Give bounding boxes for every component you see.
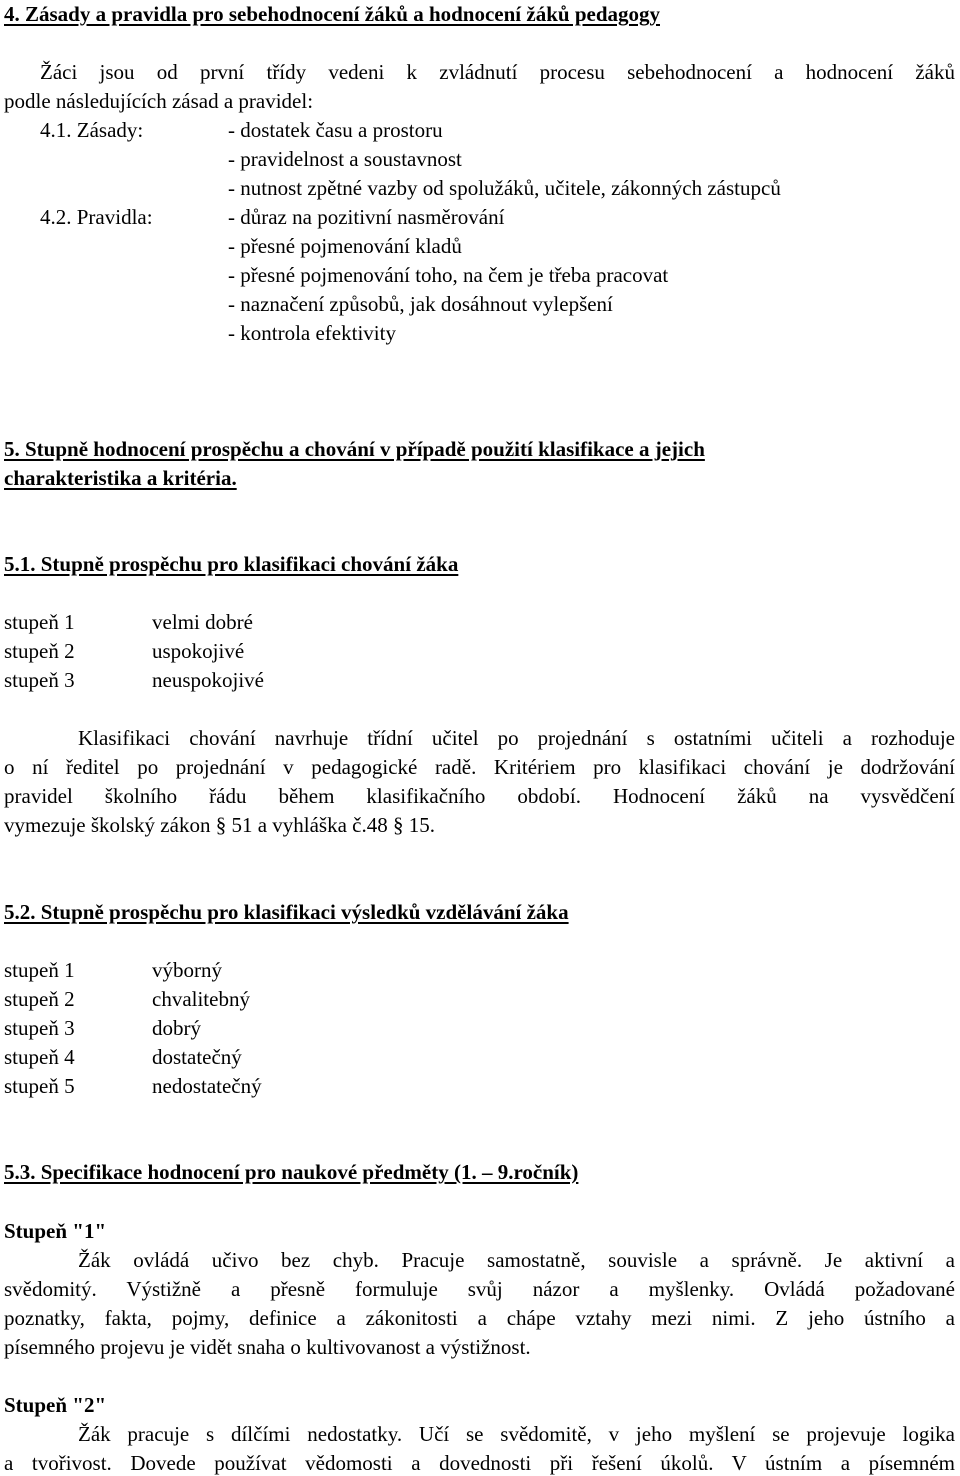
intro-line-1: Žáci jsou od první třídy vedeni k zvládnutí procesu sebehodnocení a hodnocení žáků	[40, 60, 955, 84]
section-5-heading-line-2: charakteristika a kritéria.	[4, 466, 237, 490]
grade-1-text-line: poznatky, fakta, pojmy, definice a zákonitosti a chápe vztahy mezi nimi. Z jeho ústního a	[4, 1306, 955, 1330]
grade-label: stupeň 1	[4, 958, 75, 982]
grade-2-text-line: a tvořivost. Dovede používat vědomosti a dovednosti při řešení úkolů. V ústním a písemném	[4, 1451, 955, 1475]
grade-1-title: Stupeň "1"	[4, 1219, 107, 1243]
grade-1-text-line: písemného projevu je vidět snaha o kultivovanost a výstižnost.	[4, 1335, 531, 1359]
rule-item: - přesné pojmenování kladů	[228, 234, 462, 258]
grade-label: stupeň 2	[4, 639, 75, 663]
section-5-heading-line-1: 5. Stupně hodnocení prospěchu a chování v případě použití klasifikace a jejich	[4, 437, 705, 461]
grade-1-text-line: Žák ovládá učivo bez chyb. Pracuje samostatně, souvisle a správně. Je aktivní a	[78, 1248, 955, 1272]
grade-label: stupeň 5	[4, 1074, 75, 1098]
grade-value: výborný	[152, 958, 222, 982]
grade-value: nedostatečný	[152, 1074, 262, 1098]
behavior-paragraph-line: o ní ředitel po projednání v pedagogické radě. Kritériem pro klasifikaci chování je dodržování	[4, 755, 955, 779]
grade-value: chvalitebný	[152, 987, 250, 1011]
grade-value: dostatečný	[152, 1045, 242, 1069]
section-5-2-heading: 5.2. Stupně prospěchu pro klasifikaci výsledků vzdělávání žáka	[4, 900, 569, 924]
grade-1-text-line: svědomitý. Výstižně a přesně formuluje svůj názor a myšlenky. Ovládá požadované	[4, 1277, 955, 1301]
rules-label: 4.2. Pravidla:	[40, 205, 153, 229]
principle-item: - pravidelnost a soustavnost	[228, 147, 462, 171]
grade-value: neuspokojivé	[152, 668, 264, 692]
grade-label: stupeň 2	[4, 987, 75, 1011]
intro-line-2: podle následujících zásad a pravidel:	[4, 89, 314, 113]
grade-value: dobrý	[152, 1016, 201, 1040]
principle-item: - dostatek času a prostoru	[228, 118, 443, 142]
grade-label: stupeň 3	[4, 1016, 75, 1040]
section-5-1-heading: 5.1. Stupně prospěchu pro klasifikaci chování žáka	[4, 552, 459, 576]
rule-item: - naznačení způsobů, jak dosáhnout vylepšení	[228, 292, 613, 316]
section-5-3-heading: 5.3. Specifikace hodnocení pro naukové předměty (1. – 9.ročník)	[4, 1160, 579, 1184]
behavior-paragraph-line: pravidel školního řádu během klasifikačního období. Hodnocení žáků na vysvědčení	[4, 784, 955, 808]
rule-item: - přesné pojmenování toho, na čem je třeba pracovat	[228, 263, 669, 287]
behavior-paragraph-line: Klasifikaci chování navrhuje třídní učitel po projednání s ostatními učiteli a rozhoduje	[78, 726, 955, 750]
grade-value: uspokojivé	[152, 639, 245, 663]
grade-label: stupeň 3	[4, 668, 75, 692]
principle-item: - nutnost zpětné vazby od spolužáků, učitele, zákonných zástupců	[228, 176, 781, 200]
principles-label: 4.1. Zásady:	[40, 118, 144, 142]
grade-value: velmi dobré	[152, 610, 253, 634]
rule-item: - důraz na pozitivní nasměrování	[228, 205, 505, 229]
grade-label: stupeň 4	[4, 1045, 75, 1069]
rule-item: - kontrola efektivity	[228, 321, 396, 345]
grade-label: stupeň 1	[4, 610, 75, 634]
grade-2-text-line: Žák pracuje s dílčími nedostatky. Učí se svědomitě, v jeho myšlení se projevuje logika	[78, 1422, 955, 1446]
section-4-heading: 4. Zásady a pravidla pro sebehodnocení žáků a hodnocení žáků pedagogy	[4, 2, 660, 26]
grade-2-title: Stupeň "2"	[4, 1393, 107, 1417]
behavior-paragraph-line: vymezuje školský zákon § 51 a vyhláška č.48 § 15.	[4, 813, 435, 837]
